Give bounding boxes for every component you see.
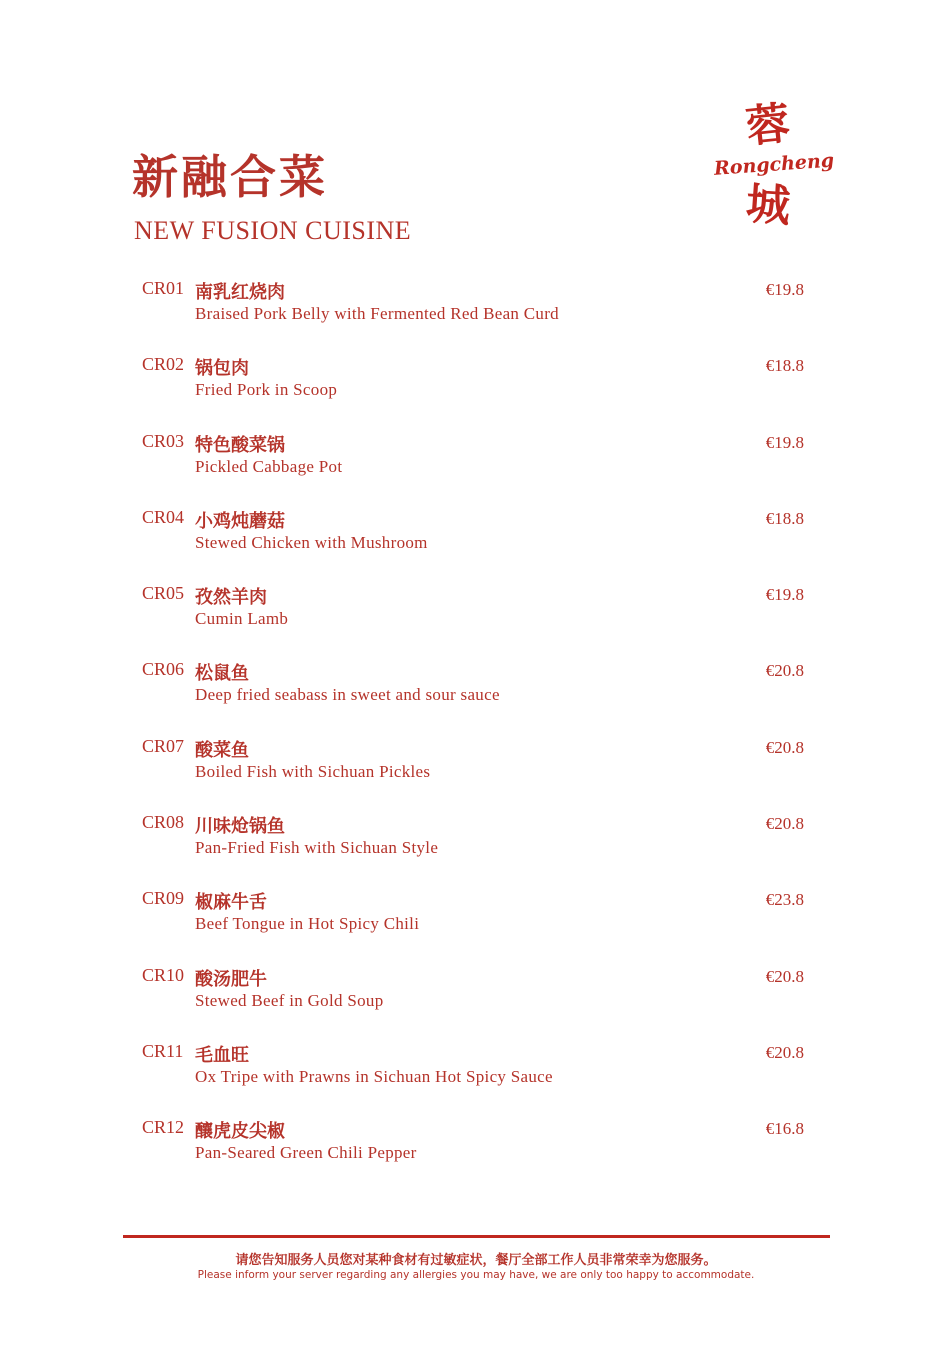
item-code: CR06 bbox=[142, 659, 185, 680]
item-code: CR01 bbox=[142, 278, 185, 298]
item-name-chinese: 椒麻牛舌 bbox=[195, 892, 267, 914]
item-price: €20.8 bbox=[765, 661, 804, 681]
item-price: €19.8 bbox=[765, 432, 804, 452]
item-name-english: Stewed Chicken with Mushroom bbox=[195, 532, 428, 552]
item-name-english: Stewed Beef in Gold Soup bbox=[195, 990, 384, 1010]
menu-item bbox=[0, 963, 952, 1039]
item-code: CR03 bbox=[142, 430, 185, 451]
item-name-chinese: 锅包肉 bbox=[195, 358, 249, 380]
item-name-chinese: 松鼠鱼 bbox=[195, 663, 249, 685]
item-price: €20.8 bbox=[765, 737, 804, 757]
item-code: CR08 bbox=[142, 812, 185, 833]
menu-item bbox=[0, 352, 952, 428]
menu-item bbox=[0, 429, 952, 505]
item-name-chinese: 小鸡炖蘑菇 bbox=[195, 510, 285, 532]
page-title-chinese: 新融合菜 bbox=[132, 150, 328, 204]
item-code: CR10 bbox=[142, 964, 185, 985]
item-price: €20.8 bbox=[765, 1042, 804, 1062]
item-name-english: Cumin Lamb bbox=[195, 609, 289, 629]
item-name-english: Pan-Fried Fish with Sichuan Style bbox=[195, 838, 439, 858]
item-price: €18.8 bbox=[765, 356, 804, 376]
logo-character-top: 蓉 bbox=[743, 97, 793, 154]
item-price: €19.8 bbox=[765, 280, 804, 299]
item-name-english: Fried Pork in Scoop bbox=[195, 380, 338, 400]
allergy-note-english: Please inform your server regarding any allergies you may have, we are only too happy to accommodate. bbox=[197, 1269, 755, 1281]
item-name-chinese: 川味炝锅鱼 bbox=[195, 816, 285, 838]
menu-item bbox=[0, 886, 952, 962]
menu-item bbox=[0, 810, 952, 886]
item-code: CR05 bbox=[142, 583, 185, 604]
logo-character-bottom: 城 bbox=[744, 178, 792, 233]
item-name-english: Pickled Cabbage Pot bbox=[195, 456, 343, 476]
item-price: €20.8 bbox=[765, 814, 804, 834]
item-code: CR11 bbox=[142, 1040, 184, 1061]
item-code: CR12 bbox=[142, 1117, 185, 1138]
item-name-chinese: 酸汤肥牛 bbox=[195, 968, 267, 990]
item-price: €16.8 bbox=[765, 1119, 804, 1139]
menu-item bbox=[0, 276, 952, 352]
item-name-english: Ox Tripe with Prawns in Sichuan Hot Spicy Sauce bbox=[195, 1066, 553, 1086]
item-name-chinese: 特色酸菜锅 bbox=[195, 434, 285, 456]
menu-item bbox=[0, 1115, 952, 1191]
item-code: CR02 bbox=[142, 354, 185, 375]
item-name-english: Pan-Seared Green Chili Pepper bbox=[195, 1143, 417, 1163]
item-price: €20.8 bbox=[765, 966, 804, 986]
menu-item bbox=[0, 657, 952, 733]
item-name-chinese: 南乳红烧肉 bbox=[195, 282, 285, 303]
page-title-english: NEW FUSION CUISINE bbox=[134, 216, 412, 245]
menu-item bbox=[0, 581, 952, 657]
menu-item bbox=[0, 734, 952, 810]
item-name-chinese: 孜然羊肉 bbox=[195, 587, 267, 609]
item-name-english: Boiled Fish with Sichuan Pickles bbox=[195, 761, 431, 781]
item-name-chinese: 毛血旺 bbox=[195, 1044, 249, 1066]
footer-divider bbox=[123, 1235, 830, 1238]
item-code: CR07 bbox=[142, 735, 185, 756]
logo-romanized-name: Rongcheng bbox=[713, 149, 835, 180]
menu-item bbox=[0, 1039, 952, 1115]
item-price: €18.8 bbox=[765, 508, 804, 528]
item-name-chinese: 釀虎皮尖椒 bbox=[195, 1121, 285, 1143]
item-name-chinese: 酸菜鱼 bbox=[195, 739, 249, 761]
menu-item bbox=[0, 505, 952, 581]
menu-list bbox=[0, 276, 952, 1192]
restaurant-logo bbox=[712, 97, 835, 233]
item-price: €19.8 bbox=[765, 585, 804, 605]
item-code: CR09 bbox=[142, 888, 185, 909]
item-name-english: Beef Tongue in Hot Spicy Chili bbox=[195, 914, 420, 934]
item-code: CR04 bbox=[142, 506, 185, 527]
allergy-note-chinese: 请您告知服务人员您对某种食材有过敏症状，餐厅全部工作人员非常荣幸为您服务。 bbox=[235, 1253, 717, 1268]
item-price: €23.8 bbox=[765, 890, 804, 910]
item-name-english: Deep fried seabass in sweet and sour sauce bbox=[195, 685, 500, 705]
item-name-english: Braised Pork Belly with Fermented Red Bean Curd bbox=[195, 304, 559, 323]
